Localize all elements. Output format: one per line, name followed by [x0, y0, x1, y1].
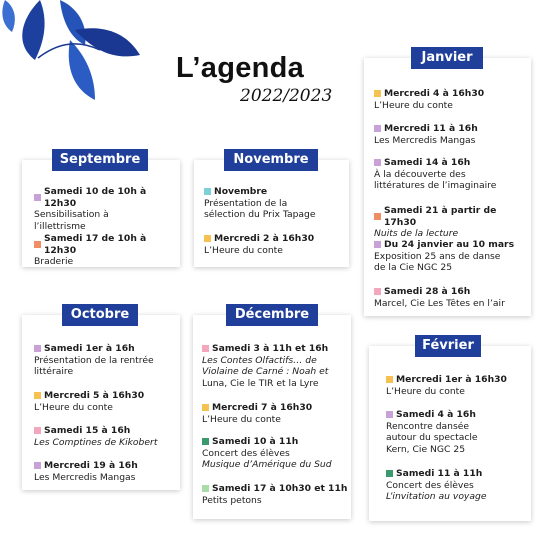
event: Novembre Présentation de la sélection du Prix Tapage [204, 186, 316, 220]
header-novembre: Novembre [224, 149, 318, 171]
event: Samedi 10 de 10h à 12h30 Sensibilisation à l’illettrisme [34, 186, 147, 232]
event: Samedi 11 à 11h Concert des élèves L’invitation au voyage [386, 468, 487, 502]
bullet-square [34, 194, 41, 201]
event: Mercredi 2 à 16h30 L’Heure du conte [204, 233, 315, 256]
event: Samedi 4 à 16h Rencontre dansée autour du spectacle Kern, Cie NGC 25 [386, 409, 478, 455]
page-title: L’agenda [176, 52, 305, 84]
bullet-square [34, 345, 41, 352]
bullet-square [374, 159, 381, 166]
bullet-square [202, 404, 209, 411]
event: Mercredi 11 à 16h Les Mercredis Mangas [374, 123, 478, 146]
header-decembre: Décembre [226, 304, 318, 326]
bullet-square [204, 235, 211, 242]
bullet-square [34, 462, 41, 469]
event: Samedi 28 à 16h Marcel, Cie Les Têtes en l’air [374, 286, 505, 309]
bullet-square [374, 288, 381, 295]
leaves-illustration [0, 0, 150, 110]
bullet-square [202, 438, 209, 445]
bullet-square [34, 392, 41, 399]
header-octobre: Octobre [62, 304, 138, 326]
bullet-square [202, 485, 209, 492]
bullet-square [374, 125, 381, 132]
bullet-square [34, 241, 41, 248]
page-subtitle: 2022/2023 [240, 86, 333, 106]
bullet-square [204, 188, 211, 195]
bullet-square [374, 213, 381, 220]
event: Samedi 15 à 16h Les Comptines de Kikobert [34, 425, 158, 448]
event: Samedi 21 à partir de 17h30 Nuits de la lecture [374, 205, 497, 239]
bullet-square [374, 241, 381, 248]
bullet-square [386, 470, 393, 477]
bullet-square [386, 411, 393, 418]
event: Samedi 1er à 16h Présentation de la rentrée littéraire [34, 343, 154, 377]
event: Samedi 10 à 11h Concert des élèves Musique d’Amérique du Sud [202, 436, 332, 470]
bullet-square [386, 376, 393, 383]
event: Mercredi 19 à 16h Les Mercredis Mangas [34, 460, 138, 483]
event: Samedi 17 à 10h30 et 11h Petits petons [202, 483, 348, 506]
event: Samedi 17 de 10h à 12h30 Braderie [34, 233, 147, 267]
event: Samedi 14 à 16h À la découverte des littératures de l’imaginaire [374, 157, 497, 191]
header-septembre: Septembre [52, 149, 148, 171]
header-fevrier: Février [415, 335, 481, 357]
event: Mercredi 5 à 16h30 L’Heure du conte [34, 390, 145, 413]
bullet-square [34, 427, 41, 434]
event: Samedi 3 à 11h et 16h Les Contes Olfactifs… de Violaine de Carné : Noah et Luna, Cie le TIR et la Lyre [202, 343, 329, 389]
event: Mercredi 7 à 16h30 L’Heure du conte [202, 402, 313, 425]
event: Mercredi 4 à 16h30 L’Heure du conte [374, 88, 485, 111]
event: Du 24 janvier au 10 mars Exposition 25 ans de danse de la Cie NGC 25 [374, 239, 515, 273]
header-janvier: Janvier [411, 47, 483, 69]
event: Mercredi 1er à 16h30 L’Heure du conte [386, 374, 507, 397]
bullet-square [202, 345, 209, 352]
bullet-square [374, 90, 381, 97]
